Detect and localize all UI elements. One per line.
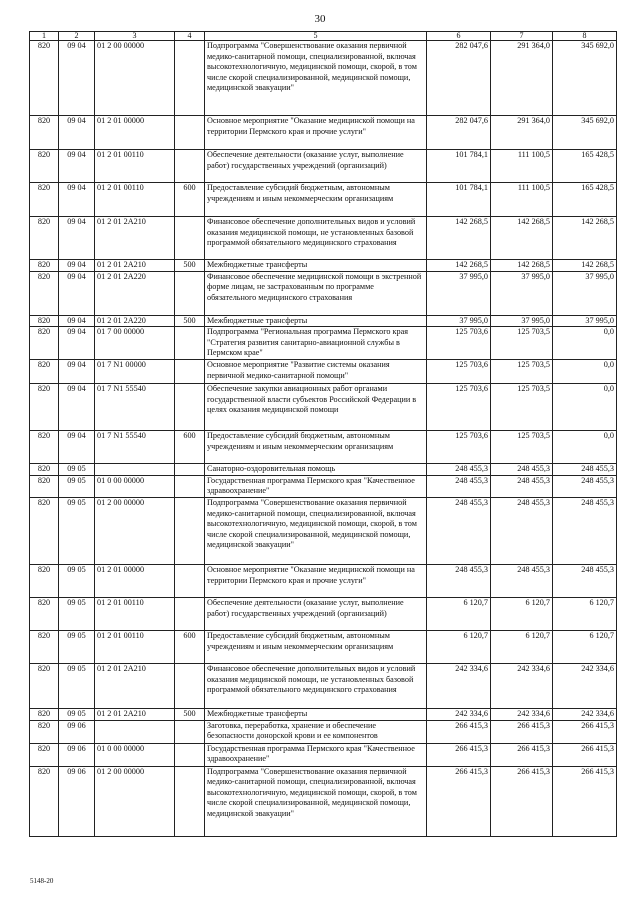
name-cell: Предоставление субсидий бюджетным, автономным учреждениям и иным некоммерческим организациям (205, 630, 427, 663)
target-article-cell: 01 2 01 2А210 (95, 663, 175, 708)
table-row (30, 720, 617, 743)
amount-2023-cell: 345 692,0 (553, 41, 617, 116)
amount-2023-cell: 242 334,6 (553, 663, 617, 708)
target-article-cell: 01 2 01 2А220 (95, 271, 175, 315)
section-code-cell: 09 06 (59, 766, 95, 836)
amount-2021-cell: 282 047,6 (427, 41, 491, 116)
admin-code-cell: 820 (30, 360, 59, 384)
expense-type-cell: 500 (175, 260, 205, 272)
section-code-cell: 09 05 (59, 663, 95, 708)
header-cell: 4 (175, 32, 205, 41)
section-code-cell: 09 05 (59, 597, 95, 630)
table-row (30, 475, 617, 497)
amount-2023-cell: 0,0 (553, 431, 617, 464)
table-row (30, 464, 617, 476)
name-cell: Межбюджетные трансферты (205, 315, 427, 327)
expense-type-cell (175, 327, 205, 360)
admin-code-cell: 820 (30, 475, 59, 497)
amount-2021-cell: 266 415,3 (427, 766, 491, 836)
target-article-cell: 01 2 00 00000 (95, 41, 175, 116)
amount-2022-cell: 125 703,5 (491, 431, 553, 464)
target-article-cell: 01 7 N1 00000 (95, 360, 175, 384)
amount-2022-cell: 6 120,7 (491, 597, 553, 630)
amount-2021-cell: 248 455,3 (427, 564, 491, 597)
amount-2022-cell: 266 415,3 (491, 743, 553, 766)
expense-type-cell: 500 (175, 315, 205, 327)
admin-code-cell: 820 (30, 116, 59, 150)
target-article-cell: 01 2 01 2А210 (95, 260, 175, 272)
amount-2022-cell: 242 334,6 (491, 663, 553, 708)
name-cell: Предоставление субсидий бюджетным, автономным учреждениям и иным некоммерческим организациям (205, 183, 427, 217)
amount-2021-cell: 125 703,6 (427, 384, 491, 431)
table-row (30, 630, 617, 663)
target-article-cell: 01 2 01 00110 (95, 597, 175, 630)
amount-2022-cell: 125 703,5 (491, 384, 553, 431)
admin-code-cell: 820 (30, 720, 59, 743)
amount-2023-cell: 248 455,3 (553, 475, 617, 497)
table-row (30, 217, 617, 260)
amount-2021-cell: 101 784,1 (427, 183, 491, 217)
table-body (30, 32, 617, 837)
section-code-cell: 09 04 (59, 431, 95, 464)
section-code-cell: 09 05 (59, 708, 95, 720)
amount-2022-cell: 266 415,3 (491, 720, 553, 743)
section-code-cell: 09 05 (59, 464, 95, 476)
amount-2021-cell: 282 047,6 (427, 116, 491, 150)
amount-2022-cell: 6 120,7 (491, 630, 553, 663)
table-row (30, 360, 617, 384)
name-cell: Основное мероприятие "Оказание медицинской помощи на территории Пермского края и прочие услуги" (205, 116, 427, 150)
document-code: 5148-20 (30, 877, 54, 885)
amount-2021-cell: 142 268,5 (427, 217, 491, 260)
name-cell: Обеспечение закупки авиационных работ органами государственной власти субъектов Российской Федерации в целях оказания медицинской помощи (205, 384, 427, 431)
section-code-cell: 09 04 (59, 271, 95, 315)
name-cell: Государственная программа Пермского края "Качественное здравоохранение" (205, 475, 427, 497)
name-cell: Межбюджетные трансферты (205, 260, 427, 272)
name-cell: Обеспечение деятельности (оказание услуг, выполнение работ) государственных учреждений (организаций) (205, 150, 427, 183)
table-row (30, 564, 617, 597)
section-code-cell: 09 04 (59, 384, 95, 431)
expense-type-cell (175, 663, 205, 708)
amount-2021-cell: 248 455,3 (427, 497, 491, 564)
amount-2023-cell: 165 428,5 (553, 183, 617, 217)
page-number: 30 (314, 13, 326, 25)
amount-2022-cell: 248 455,3 (491, 464, 553, 476)
budget-table (29, 31, 617, 837)
table-row (30, 663, 617, 708)
expense-type-cell (175, 360, 205, 384)
amount-2022-cell: 291 364,0 (491, 116, 553, 150)
expense-type-cell (175, 597, 205, 630)
amount-2023-cell: 6 120,7 (553, 630, 617, 663)
amount-2021-cell: 248 455,3 (427, 464, 491, 476)
name-cell: Обеспечение деятельности (оказание услуг, выполнение работ) государственных учреждений (организаций) (205, 597, 427, 630)
table-header-row (30, 32, 617, 41)
admin-code-cell: 820 (30, 766, 59, 836)
amount-2023-cell: 0,0 (553, 360, 617, 384)
admin-code-cell: 820 (30, 630, 59, 663)
admin-code-cell: 820 (30, 327, 59, 360)
name-cell: Санаторно-оздоровительная помощь (205, 464, 427, 476)
section-code-cell: 09 04 (59, 217, 95, 260)
header-cell: 2 (59, 32, 95, 41)
target-article-cell: 01 2 01 2А220 (95, 315, 175, 327)
expense-type-cell (175, 766, 205, 836)
name-cell: Основное мероприятие "Развитие системы оказания первичной медико-санитарной помощи" (205, 360, 427, 384)
admin-code-cell: 820 (30, 431, 59, 464)
amount-2022-cell: 248 455,3 (491, 497, 553, 564)
amount-2023-cell: 248 455,3 (553, 564, 617, 597)
expense-type-cell (175, 497, 205, 564)
amount-2021-cell: 6 120,7 (427, 597, 491, 630)
admin-code-cell: 820 (30, 743, 59, 766)
table-row (30, 327, 617, 360)
target-article-cell: 01 7 N1 55540 (95, 431, 175, 464)
name-cell: Предоставление субсидий бюджетным, автономным учреждениям и иным некоммерческим организациям (205, 431, 427, 464)
admin-code-cell: 820 (30, 597, 59, 630)
name-cell: Межбюджетные трансферты (205, 708, 427, 720)
expense-type-cell: 600 (175, 630, 205, 663)
name-cell: Финансовое обеспечение дополнительных видов и условий оказания медицинской помощи, не установленных базовой программой обязательного медицинского страхования (205, 217, 427, 260)
target-article-cell: 01 2 01 00000 (95, 564, 175, 597)
amount-2023-cell: 0,0 (553, 327, 617, 360)
amount-2023-cell: 242 334,6 (553, 708, 617, 720)
amount-2021-cell: 142 268,5 (427, 260, 491, 272)
amount-2021-cell: 248 455,3 (427, 475, 491, 497)
header-cell: 1 (30, 32, 59, 41)
admin-code-cell: 820 (30, 150, 59, 183)
admin-code-cell: 820 (30, 217, 59, 260)
header-cell: 6 (427, 32, 491, 41)
amount-2023-cell: 142 268,5 (553, 260, 617, 272)
expense-type-cell (175, 720, 205, 743)
table-row (30, 271, 617, 315)
name-cell: Подпрограмма "Совершенствование оказания первичной медико-санитарной помощи, специализированной, включая высокотехнологичную, медицинской помощи, скорой, в том числе скорой специализированной, медицинской помощи, медицинской эвакуации" (205, 766, 427, 836)
table-row (30, 315, 617, 327)
amount-2022-cell: 142 268,5 (491, 260, 553, 272)
header-cell: 7 (491, 32, 553, 41)
amount-2023-cell: 266 415,3 (553, 766, 617, 836)
expense-type-cell (175, 150, 205, 183)
amount-2022-cell: 248 455,3 (491, 564, 553, 597)
amount-2023-cell: 6 120,7 (553, 597, 617, 630)
expense-type-cell: 500 (175, 708, 205, 720)
target-article-cell: 01 0 00 00000 (95, 475, 175, 497)
expense-type-cell: 600 (175, 183, 205, 217)
amount-2021-cell: 125 703,6 (427, 431, 491, 464)
table-row (30, 150, 617, 183)
section-code-cell: 09 05 (59, 564, 95, 597)
table-row (30, 183, 617, 217)
amount-2022-cell: 111 100,5 (491, 183, 553, 217)
amount-2022-cell: 242 334,6 (491, 708, 553, 720)
section-code-cell: 09 04 (59, 41, 95, 116)
amount-2021-cell: 125 703,6 (427, 360, 491, 384)
amount-2021-cell: 242 334,6 (427, 708, 491, 720)
amount-2021-cell: 37 995,0 (427, 271, 491, 315)
table-row (30, 431, 617, 464)
section-code-cell: 09 06 (59, 743, 95, 766)
section-code-cell: 09 06 (59, 720, 95, 743)
target-article-cell: 01 2 01 00000 (95, 116, 175, 150)
table-row (30, 260, 617, 272)
amount-2021-cell: 266 415,3 (427, 743, 491, 766)
table-row (30, 708, 617, 720)
name-cell: Государственная программа Пермского края "Качественное здравоохранение" (205, 743, 427, 766)
admin-code-cell: 820 (30, 260, 59, 272)
amount-2021-cell: 37 995,0 (427, 315, 491, 327)
header-cell: 3 (95, 32, 175, 41)
expense-type-cell (175, 41, 205, 116)
target-article-cell: 01 2 01 00110 (95, 150, 175, 183)
name-cell: Финансовое обеспечение медицинской помощи в экстренной форме лицам, не застрахованным по программе обязательного медицинского страхования (205, 271, 427, 315)
amount-2023-cell: 248 455,3 (553, 497, 617, 564)
amount-2022-cell: 37 995,0 (491, 315, 553, 327)
target-article-cell: 01 2 01 2А210 (95, 217, 175, 260)
table-row (30, 41, 617, 116)
admin-code-cell: 820 (30, 384, 59, 431)
amount-2023-cell: 165 428,5 (553, 150, 617, 183)
expense-type-cell (175, 217, 205, 260)
target-article-cell: 01 7 00 00000 (95, 327, 175, 360)
expense-type-cell (175, 464, 205, 476)
section-code-cell: 09 05 (59, 475, 95, 497)
amount-2023-cell: 37 995,0 (553, 271, 617, 315)
target-article-cell: 01 2 01 00110 (95, 630, 175, 663)
amount-2023-cell: 37 995,0 (553, 315, 617, 327)
section-code-cell: 09 04 (59, 260, 95, 272)
name-cell: Финансовое обеспечение дополнительных видов и условий оказания медицинской помощи, не установленных базовой программой обязательного медицинского страхования (205, 663, 427, 708)
amount-2023-cell: 248 455,3 (553, 464, 617, 476)
target-article-cell: 01 2 00 00000 (95, 766, 175, 836)
amount-2022-cell: 111 100,5 (491, 150, 553, 183)
target-article-cell (95, 720, 175, 743)
section-code-cell: 09 04 (59, 116, 95, 150)
amount-2023-cell: 142 268,5 (553, 217, 617, 260)
section-code-cell: 09 05 (59, 630, 95, 663)
amount-2023-cell: 0,0 (553, 384, 617, 431)
amount-2021-cell: 101 784,1 (427, 150, 491, 183)
admin-code-cell: 820 (30, 464, 59, 476)
amount-2022-cell: 37 995,0 (491, 271, 553, 315)
table-row (30, 116, 617, 150)
expense-type-cell (175, 564, 205, 597)
target-article-cell: 01 2 01 2А210 (95, 708, 175, 720)
table-row (30, 597, 617, 630)
admin-code-cell: 820 (30, 315, 59, 327)
section-code-cell: 09 05 (59, 497, 95, 564)
section-code-cell: 09 04 (59, 327, 95, 360)
target-article-cell: 01 0 00 00000 (95, 743, 175, 766)
amount-2021-cell: 266 415,3 (427, 720, 491, 743)
expense-type-cell (175, 743, 205, 766)
amount-2021-cell: 242 334,6 (427, 663, 491, 708)
section-code-cell: 09 04 (59, 360, 95, 384)
amount-2022-cell: 125 703,5 (491, 360, 553, 384)
expense-type-cell (175, 116, 205, 150)
section-code-cell: 09 04 (59, 150, 95, 183)
name-cell: Подпрограмма "Совершенствование оказания первичной медико-санитарной помощи, специализированной, включая высокотехнологичную, медицинской помощи, скорой, в том числе скорой специализированной, медицинской помощи, медицинской эвакуации" (205, 497, 427, 564)
amount-2022-cell: 125 703,5 (491, 327, 553, 360)
target-article-cell: 01 2 00 00000 (95, 497, 175, 564)
target-article-cell (95, 464, 175, 476)
table-row (30, 497, 617, 564)
header-cell: 5 (205, 32, 427, 41)
name-cell: Подпрограмма "Совершенствование оказания первичной медико-санитарной помощи, специализированной, включая высокотехнологичную, медицинской помощи, скорой, в том числе скорой специализированной, медицинской помощи, медицинской эвакуации" (205, 41, 427, 116)
amount-2023-cell: 345 692,0 (553, 116, 617, 150)
expense-type-cell (175, 475, 205, 497)
section-code-cell: 09 04 (59, 315, 95, 327)
expense-type-cell: 600 (175, 431, 205, 464)
expense-type-cell (175, 384, 205, 431)
name-cell: Основное мероприятие "Оказание медицинской помощи на территории Пермского края и прочие услуги" (205, 564, 427, 597)
amount-2022-cell: 142 268,5 (491, 217, 553, 260)
admin-code-cell: 820 (30, 663, 59, 708)
admin-code-cell: 820 (30, 564, 59, 597)
amount-2023-cell: 266 415,3 (553, 720, 617, 743)
amount-2022-cell: 291 364,0 (491, 41, 553, 116)
amount-2021-cell: 6 120,7 (427, 630, 491, 663)
admin-code-cell: 820 (30, 497, 59, 564)
table-row (30, 766, 617, 836)
amount-2021-cell: 125 703,6 (427, 327, 491, 360)
amount-2022-cell: 248 455,3 (491, 475, 553, 497)
amount-2022-cell: 266 415,3 (491, 766, 553, 836)
name-cell: Заготовка, переработка, хранение и обеспечение безопасности донорской крови и ее компонентов (205, 720, 427, 743)
header-cell: 8 (553, 32, 617, 41)
section-code-cell: 09 04 (59, 183, 95, 217)
admin-code-cell: 820 (30, 271, 59, 315)
admin-code-cell: 820 (30, 183, 59, 217)
table-row (30, 384, 617, 431)
admin-code-cell: 820 (30, 708, 59, 720)
admin-code-cell: 820 (30, 41, 59, 116)
expense-type-cell (175, 271, 205, 315)
target-article-cell: 01 2 01 00110 (95, 183, 175, 217)
amount-2023-cell: 266 415,3 (553, 743, 617, 766)
target-article-cell: 01 7 N1 55540 (95, 384, 175, 431)
table-row (30, 743, 617, 766)
name-cell: Подпрограмма "Региональная программа Пермского края "Стратегия развития санитарно-авиационной службы в Пермском крае" (205, 327, 427, 360)
